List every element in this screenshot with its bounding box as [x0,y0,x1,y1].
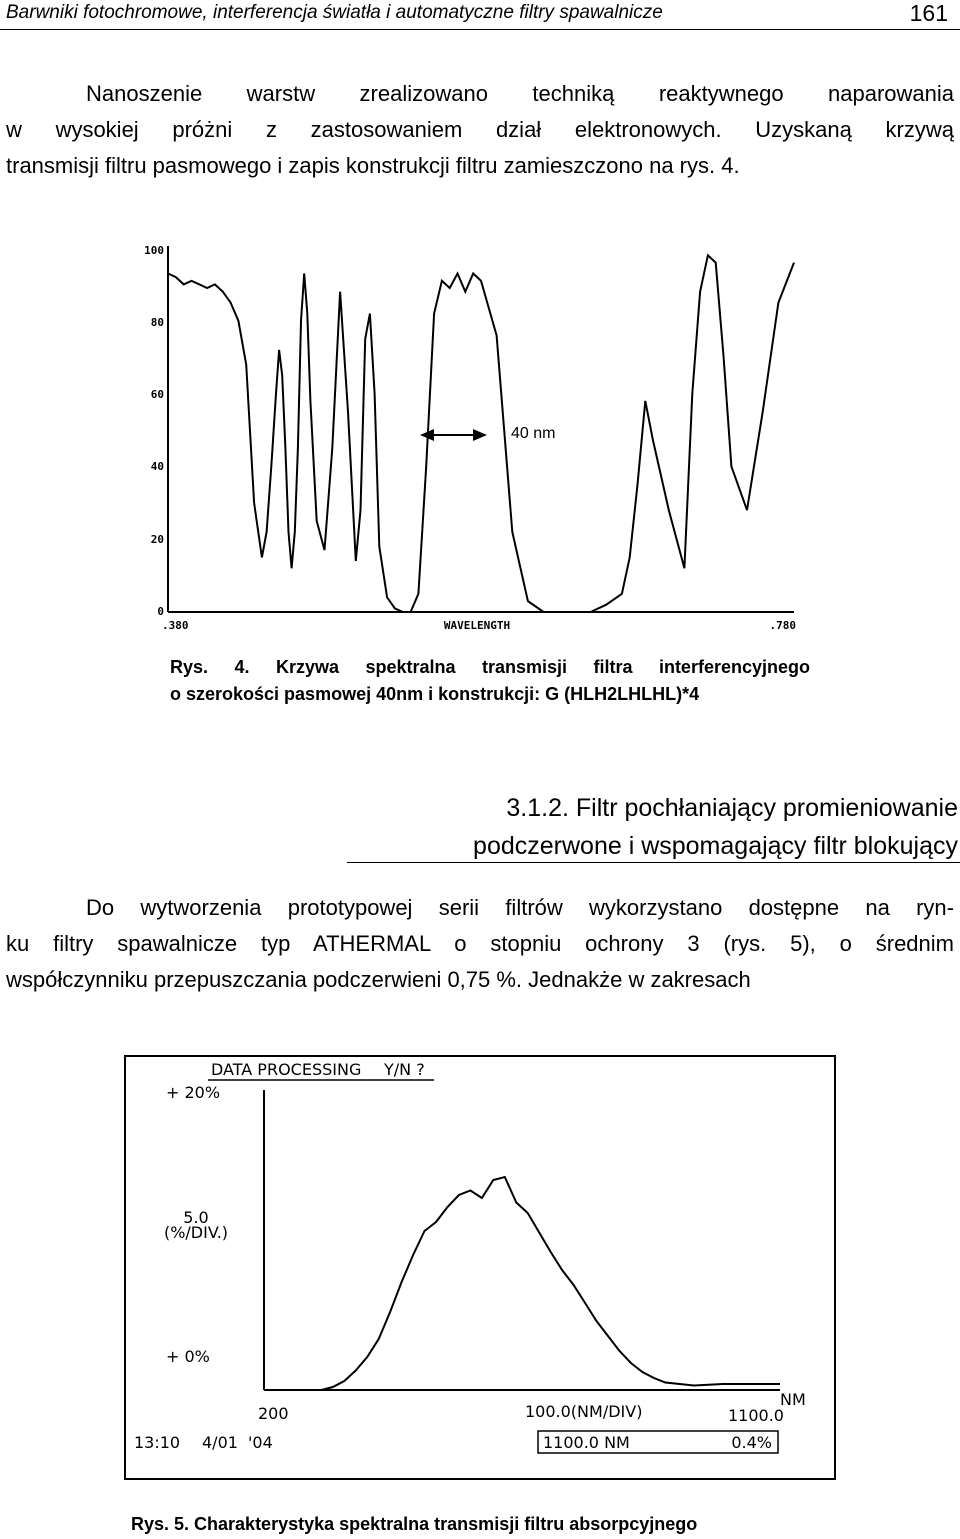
caption-line: Rys. 4. Krzywa spektralna transmisji filtra interferencyjnego [170,657,810,677]
y-tick-label: 0 [157,605,164,618]
readout-value: 0.4% [731,1433,772,1452]
paragraph-line: w wysokiej próżni z zastosowaniem dział elektronowych. Uzyskaną krzywą [6,117,954,142]
paragraph-line: transmisji filtru pasmowego i zapis konstrukcji filtru zamieszczono na rys. 4. [6,153,740,178]
y-top-label: + 20% [166,1083,221,1102]
section-heading-line: podczerwone i wspomagający filtr blokujący [473,832,958,860]
y-scale-unit: (%/DIV.) [163,1223,229,1242]
date-readout: 4/01 [202,1433,238,1452]
x-tick-label: .780 [769,619,796,632]
y-tick-label: 80 [150,316,164,329]
bandwidth-label: 40 nm [511,425,556,442]
section-rule [347,862,960,863]
caption-line: o szerokości pasmowej 40nm i konstrukcji: G (HLH2LHLHL)*4 [170,684,700,704]
data-processing-label: DATA PROCESSING [211,1060,362,1079]
x-tick-label: .380 [162,619,189,632]
x-scale-label: 100.0(NM/DIV) [525,1402,643,1421]
body-paragraph [6,890,954,998]
y-tick-label: 100 [144,244,164,257]
readout-wavelength: 1100.0 NM [543,1433,630,1452]
running-header-title: Barwniki fotochromowe, interferencja światła i automatyczne filtry spawalnicze [6,2,663,23]
page-number: 161 [909,0,948,26]
x-end-label: 1100.0 [728,1406,784,1425]
yn-prompt: Y/N ? [384,1060,425,1079]
time-readout: 13:10 [134,1433,181,1452]
bandwidth-arrow [420,429,487,441]
x-axis-label: WAVELENGTH [443,619,511,632]
section-heading [473,789,958,865]
section-heading-line: 3.1.2. Filtr pochłaniający promieniowanie [506,794,958,822]
figure-5-caption: Rys. 5. Charakterystyka spektralna transmisji filtru absorpcyjnego [131,1514,698,1534]
y-tick-label: 20 [150,533,164,546]
paragraph-line: współczynniku przepuszczania podczerwieni 0,75 %. Jednakże w zakresach [6,967,751,992]
x-start-label: 200 [258,1404,289,1423]
figure-4-transmission-chart [130,238,810,636]
year-readout: '04 [248,1433,273,1452]
paragraph-line: Do wytworzenia prototypowej serii filtrów wykorzystano dostępne na ryn- [86,895,954,920]
intro-paragraph [6,76,954,184]
y-scale-value: 5.0 [183,1208,209,1227]
y-bottom-label: + 0% [166,1347,210,1366]
x-unit-label: NM [780,1390,806,1409]
paragraph-line: ku filtry spawalnicze typ ATHERMAL o stopniu ochrony 3 (rys. 5), o średnim [6,931,954,956]
figure-4-caption [170,654,810,708]
y-tick-label: 40 [150,460,164,473]
header-rule [0,29,960,30]
figure-5-spectrophotometer-screen [124,1055,836,1481]
paragraph-line: Nanoszenie warstw zrealizowano techniką reaktywnego naparowania [86,81,954,106]
y-tick-label: 60 [150,388,164,401]
